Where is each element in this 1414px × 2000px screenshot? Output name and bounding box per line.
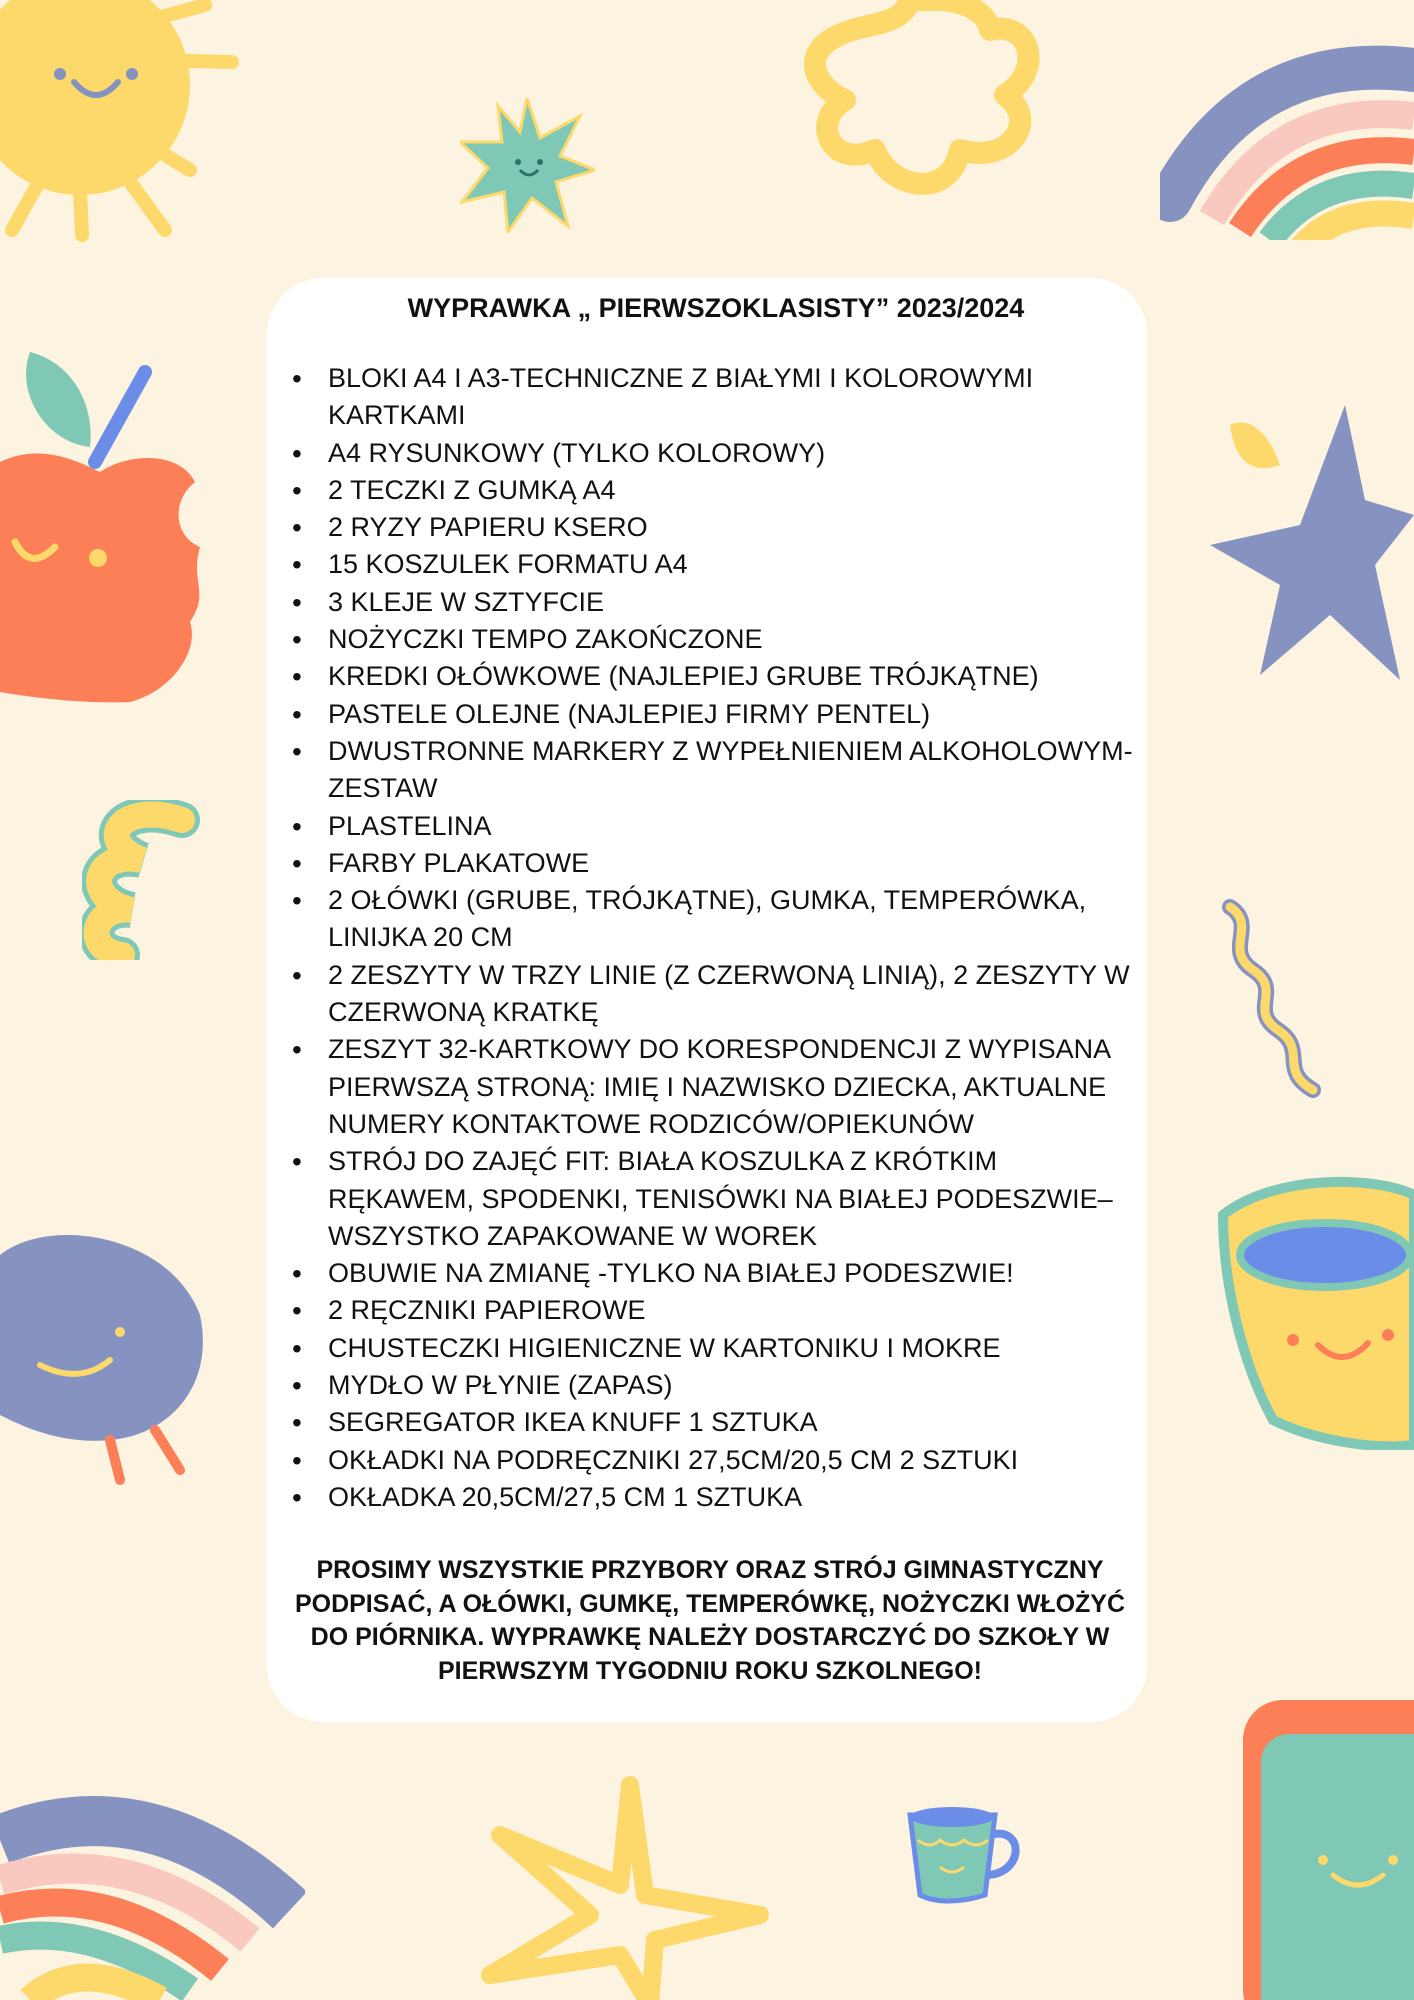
list-item: • OKŁADKI NA PODRĘCZNIKI 27,5CM/20,5 CM 2 SZTUKI bbox=[328, 1442, 1141, 1479]
list-item: • KREDKI OŁÓWKOWE (NAJLEPIEJ GRUBE TRÓJKĄTNE) bbox=[328, 658, 1141, 695]
list-item: • NOŻYCZKI TEMPO ZAKOŃCZONE bbox=[328, 621, 1141, 658]
list-item: • CHUSTECZKI HIGIENICZNE W KARTONIKU I MOKRE bbox=[328, 1330, 1141, 1367]
list-item: • FARBY PLAKATOWE bbox=[328, 845, 1141, 882]
list-item: • BLOKI A4 I A3-TECHNICZNE Z BIAŁYMI I KOLOROWYMI KARTKAMI bbox=[328, 360, 1141, 435]
list-item: • 3 KLEJE W SZTYFCIE bbox=[328, 584, 1141, 621]
closing-note: PROSIMY WSZYSTKIE PRZYBORY ORAZ STRÓJ GIMNASTYCZNY PODPISAĆ, A OŁÓWKI, GUMKĘ, TEMPERÓWKĘ, NOŻYCZKI WŁOŻYĆ DO PIÓRNIKA. WYPRAWKĘ NALEŻY DOSTARCZYĆ DO SZKOŁY W PIERWSZYM TYGODNIU ROKU SZKOLNEGO! bbox=[294, 1556, 1126, 1685]
supply-list bbox=[291, 360, 1141, 1516]
list-item: • OBUWIE NA ZMIANĘ -TYLKO NA BIAŁEJ PODESZWIE! bbox=[328, 1255, 1141, 1292]
tablet-icon bbox=[1243, 1700, 1414, 2000]
list-item: • PASTELE OLEJNE (NAJLEPIEJ FIRMY PENTEL) bbox=[328, 696, 1141, 733]
wavy-line-icon bbox=[1218, 895, 1333, 1105]
list-item: • 2 OŁÓWKI (GRUBE, TRÓJKĄTNE), GUMKA, TEMPERÓWKA, LINIJKA 20 CM bbox=[328, 882, 1141, 957]
list-item: • ZESZYT 32-KARTKOWY DO KORESPONDENCJI Z WYPISANA PIERWSZĄ STRONĄ: IMIĘ I NAZWISKO DZIECKA, AKTUALNE NUMERY KONTAKTOWE RODZICÓW/OPIEKUNÓW bbox=[328, 1031, 1141, 1143]
list-item: • PLASTELINA bbox=[328, 808, 1141, 845]
paint-cup-icon bbox=[1213, 1165, 1414, 1450]
sun-icon bbox=[0, 0, 240, 250]
yellow-star-icon bbox=[470, 1775, 770, 2000]
flower-icon bbox=[790, 0, 1060, 205]
document-title: WYPRAWKA „ PIERWSZOKLASISTY” 2023/2024 bbox=[407, 293, 1025, 323]
rainbow-icon bbox=[1160, 40, 1414, 240]
supply-list-card bbox=[267, 278, 1147, 1722]
squiggle-m-icon bbox=[82, 800, 207, 960]
list-item: • SEGREGATOR IKEA KNUFF 1 SZTUKA bbox=[328, 1404, 1141, 1441]
list-item: • DWUSTRONNE MARKERY Z WYPEŁNIENIEM ALKOHOLOWYM-ZESTAW bbox=[328, 733, 1141, 808]
list-item: • A4 RYSUNKOWY (TYLKO KOLOROWY) bbox=[328, 435, 1141, 472]
list-item: • 2 RĘCZNIKI PAPIEROWE bbox=[328, 1292, 1141, 1329]
list-item: • 2 RYZY PAPIERU KSERO bbox=[328, 509, 1141, 546]
list-item: • MYDŁO W PŁYNIE (ZAPAS) bbox=[328, 1367, 1141, 1404]
rainbow-icon bbox=[0, 1760, 305, 2000]
apple-icon bbox=[0, 352, 210, 704]
list-item: • STRÓJ DO ZAJĘĆ FIT: BIAŁA KOSZULKA Z KRÓTKIM RĘKAWEM, SPODENKI, TENISÓWKI NA BIAŁEJ PODESZWIE–WSZYSTKO ZAPAKOWANE W WOREK bbox=[328, 1143, 1141, 1255]
blue-star-icon bbox=[1210, 405, 1414, 690]
mug-icon bbox=[900, 1795, 1025, 1905]
list-item: • 2 TECZKI Z GUMKĄ A4 bbox=[328, 472, 1141, 509]
list-item: • OKŁADKA 20,5CM/27,5 CM 1 SZTUKA bbox=[328, 1479, 1141, 1516]
plum-blob-icon bbox=[0, 1225, 205, 1485]
list-item: • 15 KOSZULEK FORMATU A4 bbox=[328, 546, 1141, 583]
list-item: • 2 ZESZYTY W TRZY LINIE (Z CZERWONĄ LINIĄ), 2 ZESZYTY W CZERWONĄ KRATKĘ bbox=[328, 957, 1141, 1032]
teal-star-icon bbox=[460, 98, 595, 233]
